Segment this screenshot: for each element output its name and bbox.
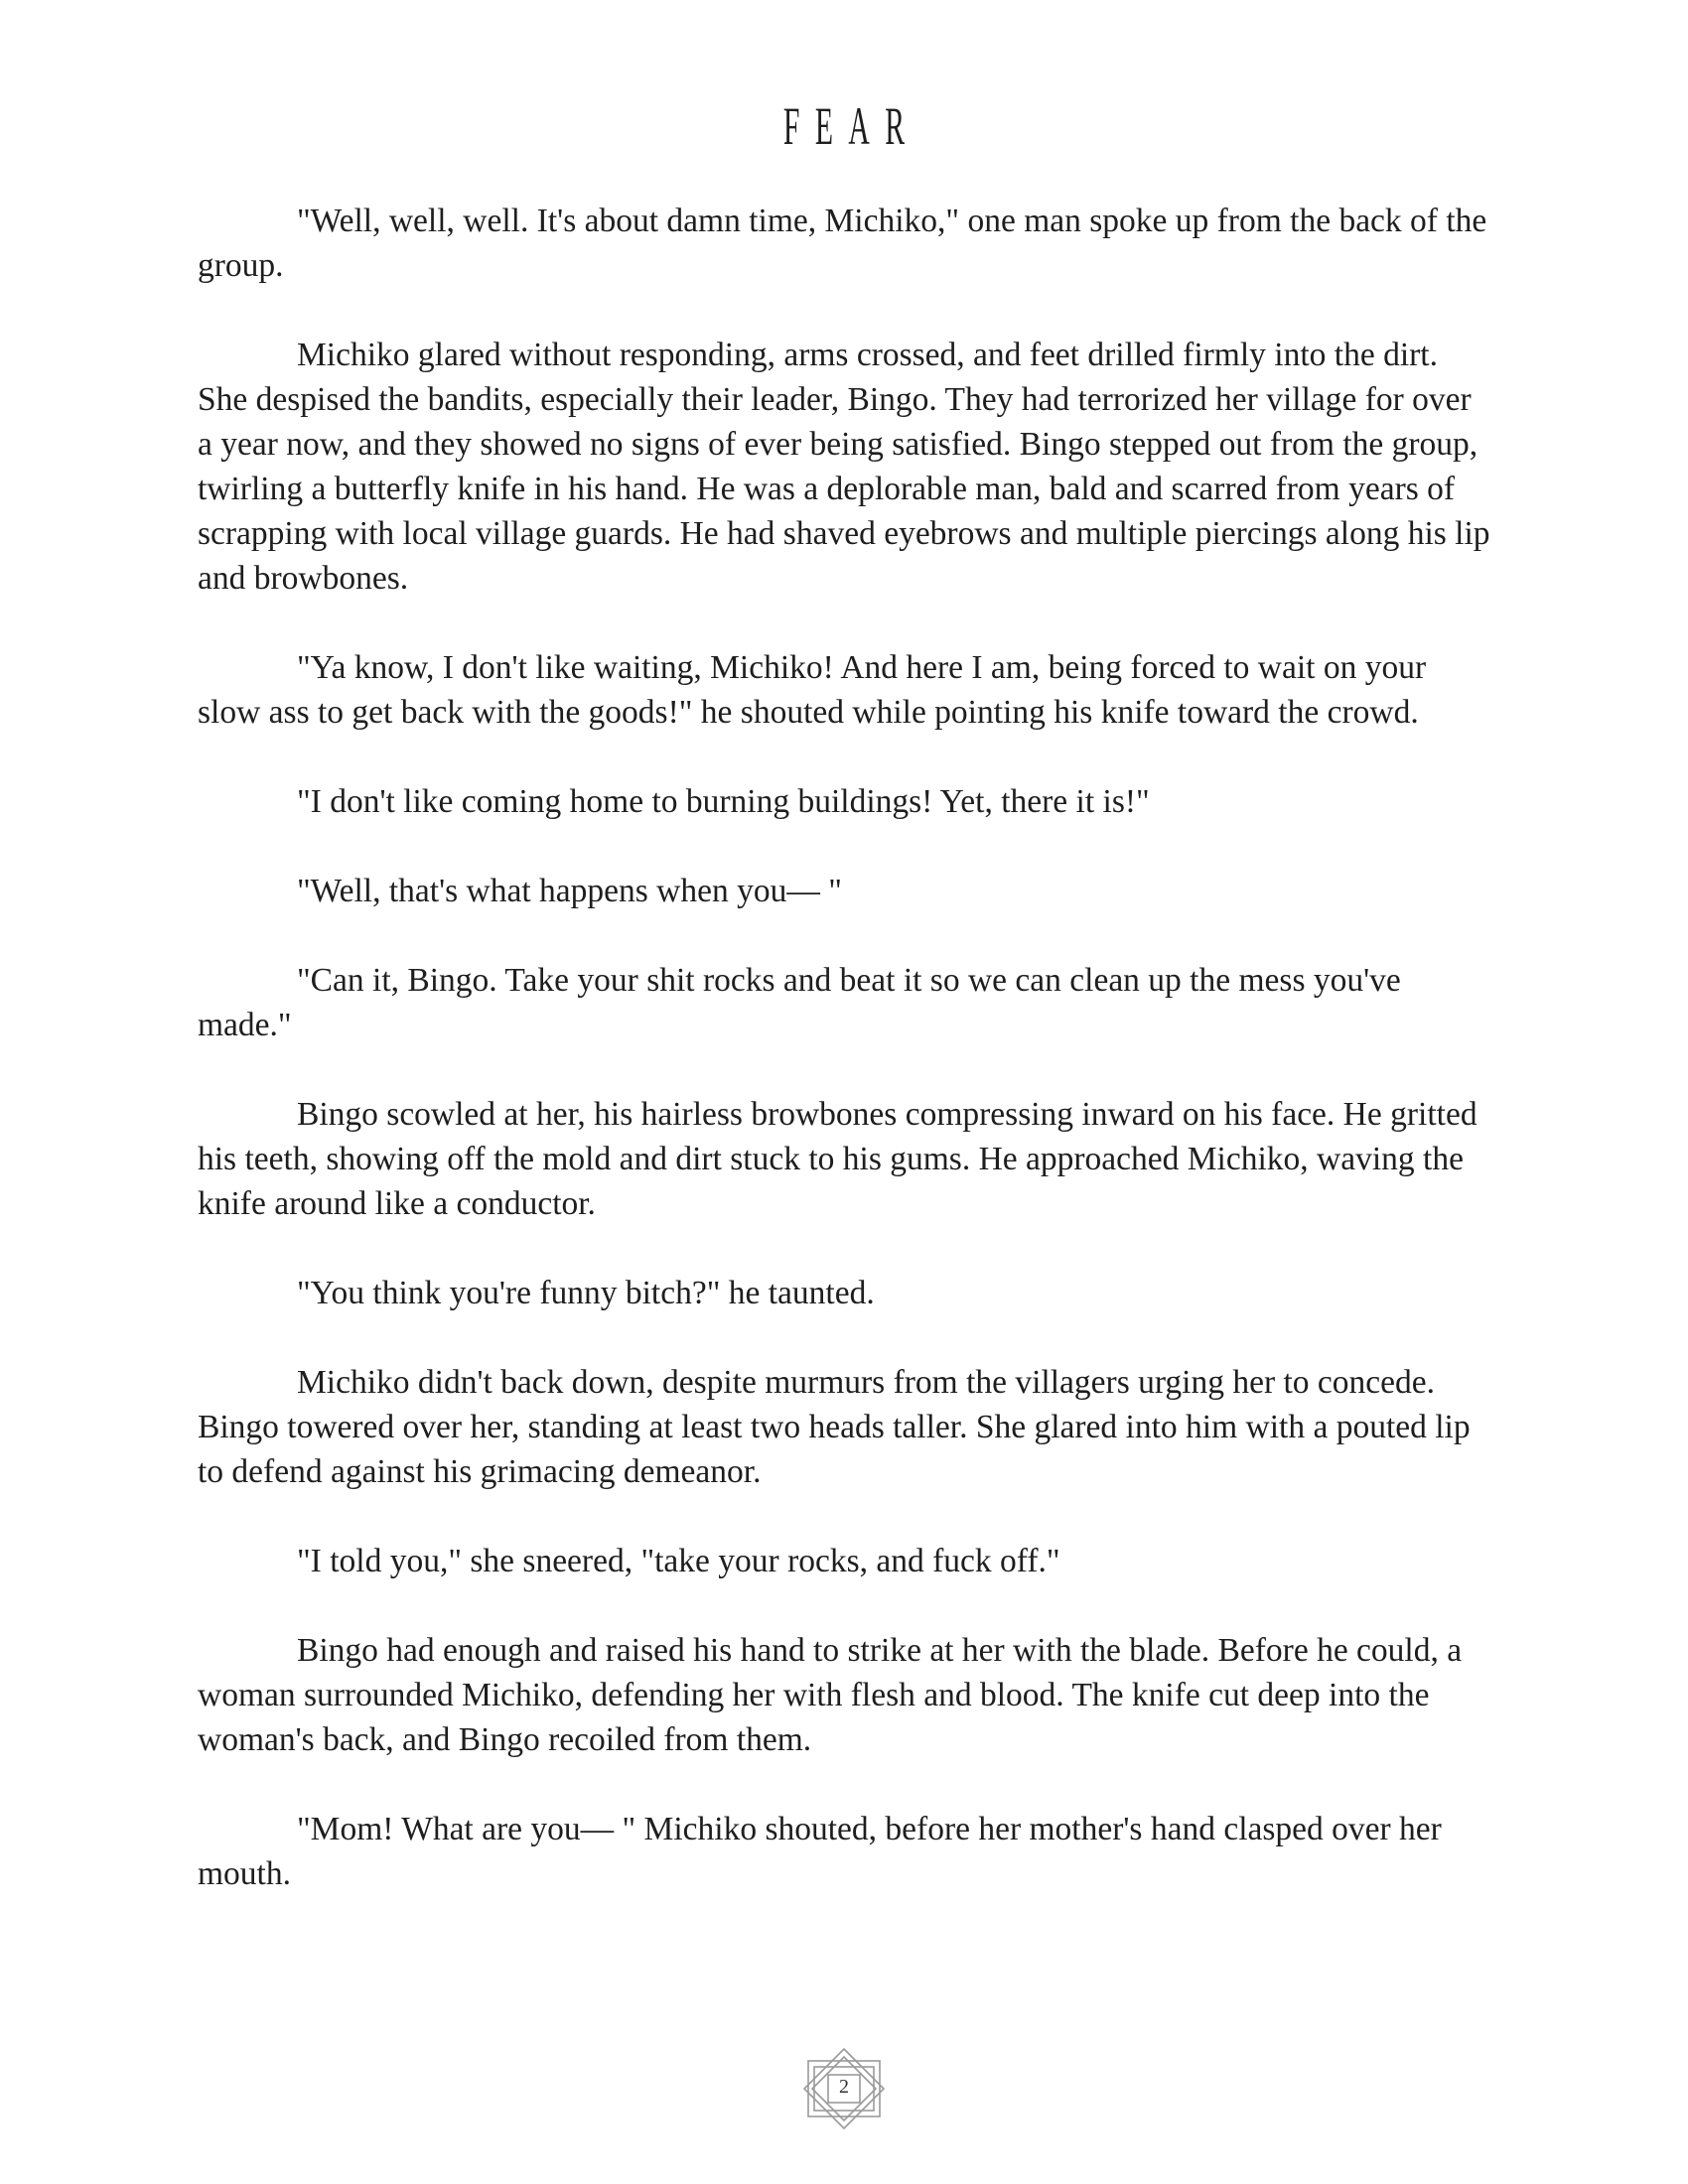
paragraph: Bingo had enough and raised his hand to strike at her with the blade. Before he could, a woman surrounded Michiko, defending her with flesh and blood. The knife cut deep into the woman's back, and Bingo recoiled from them. <box>198 1632 1463 1758</box>
paragraph: "Ya know, I don't like waiting, Michiko! And here I am, being forced to wait on your slow ass to get back with the goods!" he shouted while pointing his knife toward the crowd. <box>198 649 1427 731</box>
paragraph: "I told you," she sneered, "take your rocks, and fuck off." <box>297 1543 1060 1579</box>
paragraph: Michiko didn't back down, despite murmurs from the villagers urging her to concede. Bingo towered over her, standing at least two heads taller. She glared into him with a pouted lip to defend against his grimacing demeanor. <box>198 1364 1471 1490</box>
paragraph: Bingo scowled at her, his hairless browbones compressing inward on his face. He gritted his teeth, showing off the mold and dirt stuck to his gums. He approached Michiko, waving the knife around like a conductor. <box>198 1096 1477 1222</box>
story-body <box>198 199 1490 1896</box>
paragraph: "I don't like coming home to burning buildings! Yet, there it is!" <box>297 783 1150 820</box>
paragraph: "Well, that's what happens when you— " <box>297 873 842 909</box>
paragraph: "You think you're funny bitch?" he taunted. <box>297 1275 875 1311</box>
paragraph: "Well, well, well. It's about damn time, Michiko," one man spoke up from the back of the group. <box>198 203 1487 284</box>
page-number-ornament <box>802 2047 886 2130</box>
paragraph: "Can it, Bingo. Take your shit rocks and beat it so we can clean up the mess you've made." <box>198 962 1401 1043</box>
paragraph: Michiko glared without responding, arms crossed, and feet drilled firmly into the dirt. She despised the bandits, especially their leader, Bingo. They had terrorized her village for over a year now, and they showed no signs of ever being satisfied. Bingo stepped out from the group, twirling a butterfly knife in his hand. He was a deplorable man, bald and scarred from years of scrapping with local village guards. He had shaved eyebrows and multiple piercings along his lip and browbones. <box>198 337 1490 597</box>
page-title: FEAR <box>782 96 920 156</box>
paragraph: "Mom! What are you— " Michiko shouted, before her mother's hand clasped over her mouth. <box>198 1811 1442 1892</box>
page-number: 2 <box>839 2076 849 2098</box>
